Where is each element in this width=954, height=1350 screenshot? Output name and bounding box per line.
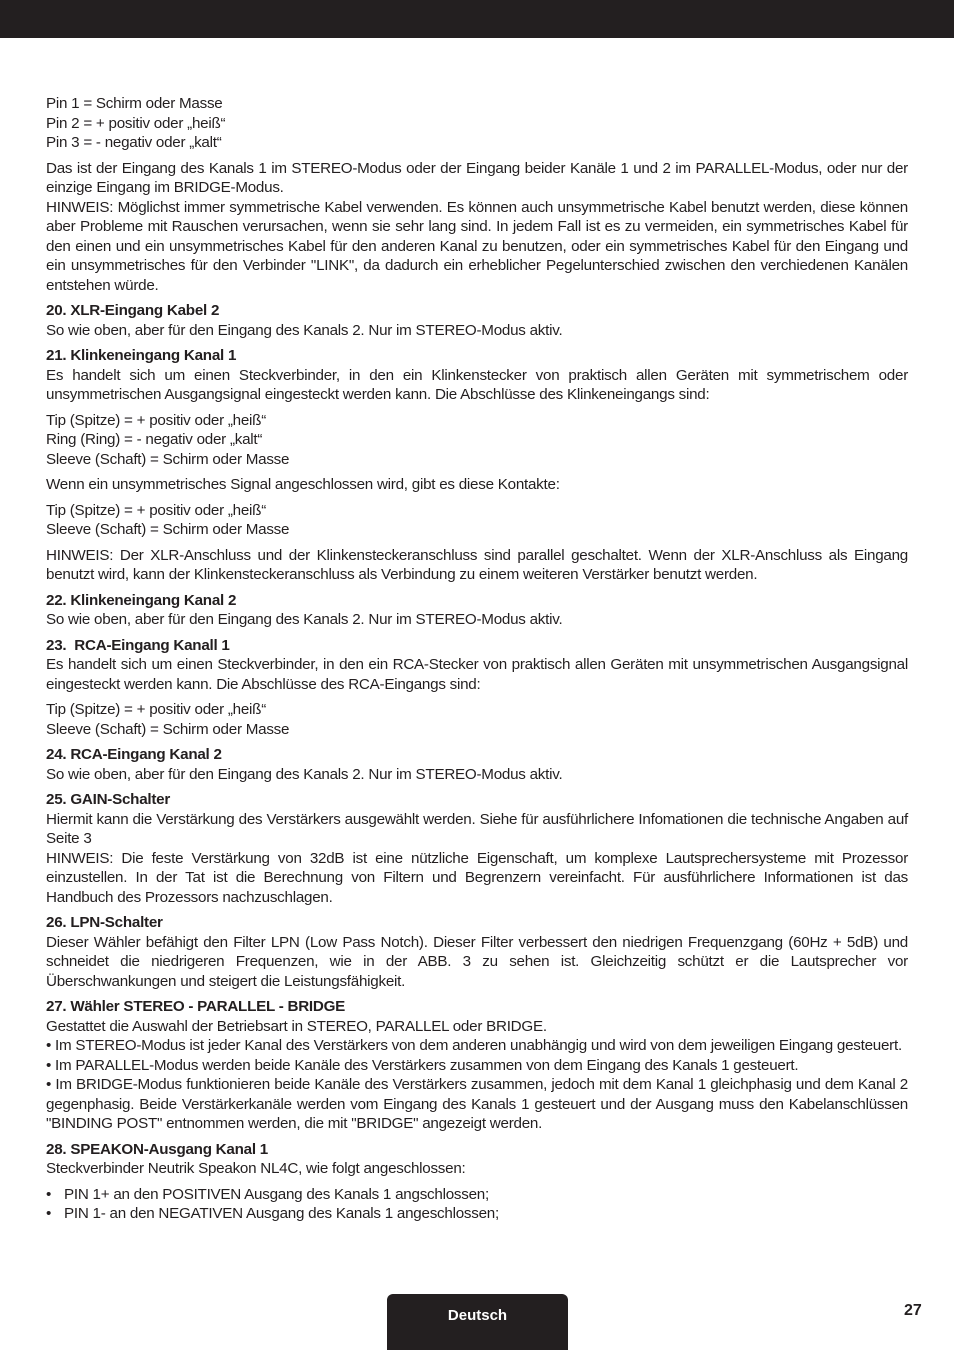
contact-line: Tip (Spitze) = + positiv oder „heiß“ [46, 701, 267, 718]
top-bar [0, 0, 954, 38]
section-27 [46, 997, 908, 1134]
speakon-pin-list [46, 1185, 908, 1224]
section-23 [46, 636, 908, 695]
section-heading: 28. SPEAKON-Ausgang Kanal 1 [46, 1140, 268, 1158]
section-text: So wie oben, aber für den Eingang des Kanals 2. Nur im STEREO-Modus aktiv. [46, 611, 563, 628]
section-text: So wie oben, aber für den Eingang des Kanals 2. Nur im STEREO-Modus aktiv. [46, 321, 563, 339]
section-22 [46, 591, 908, 630]
mode-bullet-bridge: • Im BRIDGE-Modus funktionieren beide Kanäle des Verstärkers zusammen, jedoch mit dem Kanal 1 gleichphasig und dem Kanal 2 gegenphasig. Beide Verstärkerkanäle werden vom Eingang des Kanals 1 gesteuert und der Ausgang muss den Kabelanschlüssen "BINDING POST" entnommen werden, die mit "BRIDGE" angezeigt werden. [46, 1076, 908, 1132]
mode-bullet-parallel: • Im PARALLEL-Modus werden beide Kanäle des Verstärkers zusammen von dem Eingang des Kanals 1 gesteuert. [46, 1056, 799, 1074]
list-item: • PIN 1+ an den POSITIVEN Ausgang des Kanals 1 angschlossen; [46, 1185, 489, 1203]
unbalanced-contacts-list [46, 501, 908, 540]
section-28 [46, 1140, 908, 1179]
intro-note: HINWEIS: Möglichst immer symmetrische Kabel verwenden. Es können auch unsymmetrische Kabel benutzt werden, diese können aber Probleme mit Rauschen verursachen, wenn sie sehr lang sind. In jedem Fall ist es zu vermeiden, ein symmetrisches Kabel für den einen und ein unsymmetrisches Kabel für den anderen Kanal zu benutzen, oder ein symmetrisches Kabel für den Eingang und ein unsymmetrisches für den Verbinder "LINK", da dadurch ein erheblicher Pegelunterschied zwischen den verchiedenen Kanälen entstehen würde. [46, 198, 908, 294]
section-text: Dieser Wähler befähigt den Filter LPN (Low Pass Notch). Dieser Filter verbessert den niedrigen Frequenzgang (60Hz + 5dB) und schneidet die niedrigeren Frequenzen, wie in der ABB. 3 zu sehen ist. Gleichzeitig schützt er die Lautsprecher vor Überschwankungen und steigert die Leistungsfähigkeit. [46, 933, 908, 990]
pin-text: PIN 1+ an den POSITIVEN Ausgang des Kanals 1 angschlossen; [64, 1185, 489, 1203]
section-21 [46, 346, 908, 405]
section-text: Hiermit kann die Verstärkung des Verstärkers ausgewählt werden. Siehe für ausführlichere Infomationen die technische Angaben auf Seite 3 [46, 810, 908, 847]
section-text: Es handelt sich um einen Steckverbinder, in den ein RCA-Stecker von praktisch allen Geräten mit unsymmetrischen Ausgangsignal eingesteckt werden kann. Die Abschlüsse des RCA-Eingangs sind: [46, 656, 908, 693]
section-heading: 25. GAIN-Schalter [46, 791, 171, 808]
intro-paragraph: Das ist der Eingang des Kanals 1 im STEREO-Modus oder der Eingang beider Kanäle 1 und 2 im PARALLEL-Modus, oder nur der einzige Eingang im BRIDGE-Modus. [46, 159, 908, 196]
mode-bullet-stereo: • Im STEREO-Modus ist jeder Kanal des Verstärkers von dem anderen unabhängig und wird von dem jeweiligen Eingang gesteuert. [46, 1037, 902, 1054]
contact-line: Ring (Ring) = - negativ oder „kalt“ [46, 431, 263, 448]
pin-line: Pin 1 = Schirm oder Masse [46, 95, 223, 112]
section-heading: 23. RCA-Eingang Kanall 1 [46, 636, 230, 654]
page-number: 27 [904, 1302, 922, 1319]
section-heading: 26. LPN-Schalter [46, 914, 163, 931]
unbalanced-text: Wenn ein unsymmetrisches Signal angeschlossen wird, gibt es diese Kontakte: [46, 476, 560, 493]
contact-line: Sleeve (Schaft) = Schirm oder Masse [46, 720, 290, 738]
jack-contacts-list [46, 411, 908, 470]
pin-line: Pin 3 = - negativ oder „kalt“ [46, 134, 222, 151]
contact-line: Tip (Spitze) = + positiv oder „heiß“ [46, 501, 267, 519]
language-label: Deutsch [447, 1307, 508, 1324]
section-note: HINWEIS: Die feste Verstärkung von 32dB ist eine nützliche Eigenschaft, um komplexe Lautsprechersysteme mit Prozessor einzustellen. In der Tat ist die Berechnung von Filtern und Begrenzern vereinfacht. Für ausführlichere Informationen ist das Handbuch des Prozessors nachzuschlagen. [46, 849, 908, 906]
section-heading: 24. RCA-Eingang Kanal 2 [46, 746, 222, 763]
language-tab [387, 1294, 568, 1350]
pin-text: PIN 1- an den NEGATIVEN Ausgang des Kanals 1 angeschlossen; [64, 1205, 499, 1222]
section-text: Steckverbinder Neutrik Speakon NL4C, wie folgt angeschlossen: [46, 1160, 466, 1177]
list-item: • PIN 1- an den NEGATIVEN Ausgang des Kanals 1 angeschlossen; [46, 1205, 499, 1222]
section-text: Es handelt sich um einen Steckverbinder, in den ein Klinkenstecker von praktisch allen Geräten mit symmetrischem oder unsymmetrischen Ausgangsignal eingesteckt werden kann. Die Abschlüsse des Klinkeneingangs sind: [46, 366, 908, 403]
section-24 [46, 745, 908, 784]
contact-line: Tip (Spitze) = + positiv oder „heiß“ [46, 411, 267, 429]
contact-line: Sleeve (Schaft) = Schirm oder Masse [46, 450, 290, 468]
section-heading: 20. XLR-Eingang Kabel 2 [46, 302, 220, 319]
section-21-note: HINWEIS: Der XLR-Anschluss und der Klinkensteckeranschluss sind parallel geschaltet. Wenn der XLR-Anschluss als Eingang benutzt wird, kann der Klinkensteckeranschluss als Verbindung zu einem weiteren Verstärker benutzt werden. [46, 546, 908, 583]
page-content [46, 94, 908, 1224]
contact-line: Sleeve (Schaft) = Schirm oder Masse [46, 521, 290, 538]
section-25 [46, 790, 908, 907]
intro-section [46, 159, 908, 296]
pin-list [46, 94, 908, 153]
section-26 [46, 913, 908, 991]
section-heading: 22. Klinkeneingang Kanal 2 [46, 591, 237, 609]
section-heading: 27. Wähler STEREO - PARALLEL - BRIDGE [46, 998, 346, 1015]
rca-contacts-list [46, 700, 908, 739]
section-heading: 21. Klinkeneingang Kanal 1 [46, 347, 237, 364]
section-20 [46, 301, 908, 340]
pin-line: Pin 2 = + positiv oder „heiß“ [46, 114, 226, 132]
section-text: Gestattet die Auswahl der Betriebsart in STEREO, PARALLEL oder BRIDGE. [46, 1017, 547, 1035]
section-text: So wie oben, aber für den Eingang des Kanals 2. Nur im STEREO-Modus aktiv. [46, 765, 563, 783]
